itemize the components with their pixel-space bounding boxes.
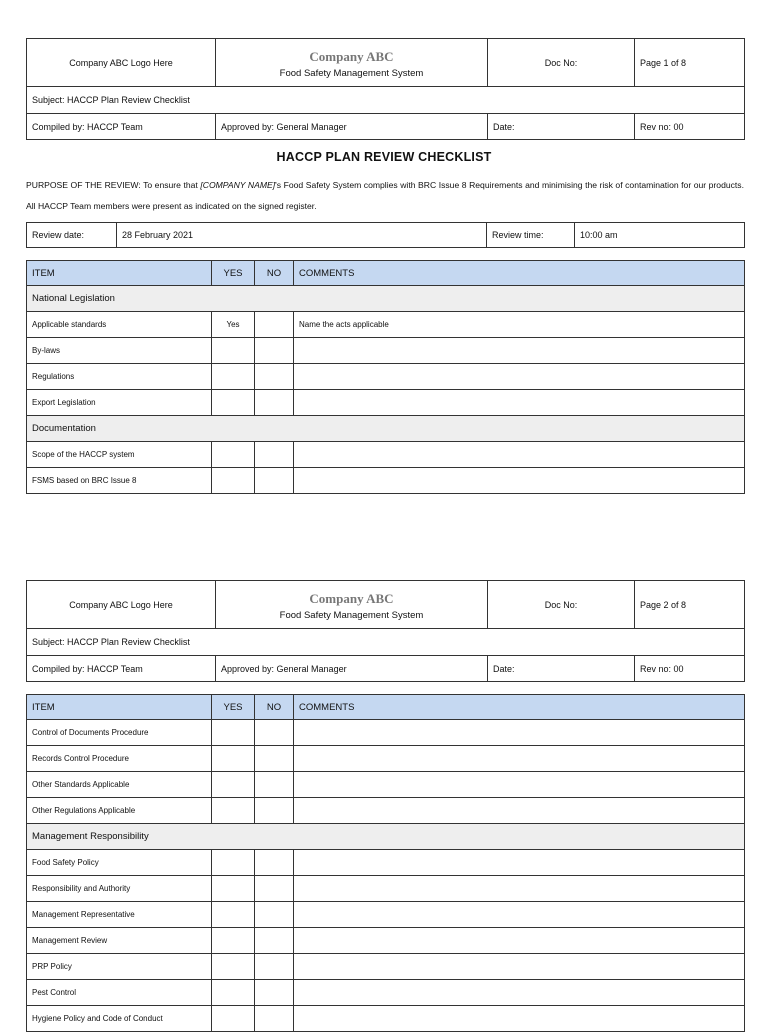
column-no: NO bbox=[255, 695, 294, 720]
checklist-header-row bbox=[27, 695, 745, 720]
company-name-placeholder: [COMPANY NAME] bbox=[200, 180, 276, 190]
company-name: Company ABC bbox=[309, 590, 394, 606]
company-logo-placeholder: Company ABC Logo Here bbox=[27, 39, 216, 87]
checklist-row bbox=[27, 1006, 745, 1032]
purpose-suffix: 's Food Safety System complies with BRC Issue 8 Requirements and minimising the risk of contamination for our products. All HACCP Team members were present as indicated on the signed register. bbox=[26, 180, 744, 211]
no-cell[interactable] bbox=[255, 720, 294, 746]
section-row bbox=[27, 416, 745, 442]
comment-cell[interactable] bbox=[294, 850, 745, 876]
checklist-row bbox=[27, 390, 745, 416]
checklist-row bbox=[27, 338, 745, 364]
checklist-header-row bbox=[27, 261, 745, 286]
yes-cell[interactable] bbox=[212, 850, 255, 876]
section-label: National Legislation bbox=[27, 286, 745, 312]
item-cell: Other Regulations Applicable bbox=[27, 798, 212, 824]
yes-cell[interactable]: Yes bbox=[212, 312, 255, 338]
checklist-row bbox=[27, 928, 745, 954]
approved-by: Approved by: General Manager bbox=[216, 114, 488, 140]
checklist-table-page1 bbox=[26, 260, 745, 494]
section-label: Management Responsibility bbox=[27, 824, 745, 850]
yes-cell[interactable] bbox=[212, 390, 255, 416]
purpose-prefix: PURPOSE OF THE REVIEW: To ensure that bbox=[26, 180, 201, 190]
section-label: Documentation bbox=[27, 416, 745, 442]
no-cell[interactable] bbox=[255, 928, 294, 954]
company-logo-placeholder: Company ABC Logo Here bbox=[27, 581, 216, 629]
comment-cell[interactable]: Name the acts applicable bbox=[294, 312, 745, 338]
comment-cell[interactable] bbox=[294, 468, 745, 494]
no-cell[interactable] bbox=[255, 746, 294, 772]
checklist-row bbox=[27, 468, 745, 494]
no-cell[interactable] bbox=[255, 850, 294, 876]
comment-cell[interactable] bbox=[294, 338, 745, 364]
yes-cell[interactable] bbox=[212, 720, 255, 746]
yes-cell[interactable] bbox=[212, 954, 255, 980]
item-cell: Applicable standards bbox=[27, 312, 212, 338]
item-cell: Management Representative bbox=[27, 902, 212, 928]
comment-cell[interactable] bbox=[294, 390, 745, 416]
no-cell[interactable] bbox=[255, 798, 294, 824]
checklist-row bbox=[27, 980, 745, 1006]
review-time-label: Review time: bbox=[487, 223, 575, 248]
comment-cell[interactable] bbox=[294, 876, 745, 902]
doc-no-label: Doc No: bbox=[488, 581, 635, 629]
no-cell[interactable] bbox=[255, 390, 294, 416]
no-cell[interactable] bbox=[255, 980, 294, 1006]
item-cell: Regulations bbox=[27, 364, 212, 390]
page2-header-table bbox=[26, 580, 745, 682]
yes-cell[interactable] bbox=[212, 442, 255, 468]
checklist-table-page2 bbox=[26, 694, 745, 1032]
rev-no: Rev no: 00 bbox=[635, 114, 745, 140]
comment-cell[interactable] bbox=[294, 1006, 745, 1032]
comment-cell[interactable] bbox=[294, 746, 745, 772]
checklist-row bbox=[27, 876, 745, 902]
company-name: Company ABC bbox=[309, 48, 394, 64]
checklist-row bbox=[27, 442, 745, 468]
checklist-row bbox=[27, 720, 745, 746]
company-title-cell bbox=[216, 581, 488, 629]
review-date-label: Review date: bbox=[27, 223, 117, 248]
no-cell[interactable] bbox=[255, 1006, 294, 1032]
checklist-row bbox=[27, 954, 745, 980]
yes-cell[interactable] bbox=[212, 876, 255, 902]
section-row bbox=[27, 824, 745, 850]
no-cell[interactable] bbox=[255, 468, 294, 494]
no-cell[interactable] bbox=[255, 364, 294, 390]
document-title: HACCP PLAN REVIEW CHECKLIST bbox=[276, 150, 492, 164]
approved-by: Approved by: General Manager bbox=[216, 656, 488, 682]
yes-cell[interactable] bbox=[212, 338, 255, 364]
item-cell: Export Legislation bbox=[27, 390, 212, 416]
checklist-row bbox=[27, 772, 745, 798]
subject-line: Subject: HACCP Plan Review Checklist bbox=[27, 87, 745, 114]
page-number: Page 1 of 8 bbox=[635, 39, 745, 87]
subject-line: Subject: HACCP Plan Review Checklist bbox=[27, 629, 745, 656]
checklist-row bbox=[27, 798, 745, 824]
yes-cell[interactable] bbox=[212, 746, 255, 772]
item-cell: Hygiene Policy and Code of Conduct bbox=[27, 1006, 212, 1032]
item-cell: PRP Policy bbox=[27, 954, 212, 980]
yes-cell[interactable] bbox=[212, 798, 255, 824]
item-cell: Management Review bbox=[27, 928, 212, 954]
review-info-table bbox=[26, 222, 745, 248]
review-date-value[interactable]: 28 February 2021 bbox=[117, 223, 487, 248]
no-cell[interactable] bbox=[255, 902, 294, 928]
date-label: Date: bbox=[488, 656, 635, 682]
item-cell: Records Control Procedure bbox=[27, 746, 212, 772]
no-cell[interactable] bbox=[255, 312, 294, 338]
item-cell: Control of Documents Procedure bbox=[27, 720, 212, 746]
yes-cell[interactable] bbox=[212, 772, 255, 798]
comment-cell[interactable] bbox=[294, 928, 745, 954]
yes-cell[interactable] bbox=[212, 364, 255, 390]
comment-cell[interactable] bbox=[294, 442, 745, 468]
yes-cell[interactable] bbox=[212, 902, 255, 928]
page-number: Page 2 of 8 bbox=[635, 581, 745, 629]
no-cell[interactable] bbox=[255, 338, 294, 364]
review-time-value[interactable]: 10:00 am bbox=[575, 223, 745, 248]
checklist-row bbox=[27, 902, 745, 928]
page1-header-table bbox=[26, 38, 745, 140]
yes-cell[interactable] bbox=[212, 1006, 255, 1032]
comment-cell[interactable] bbox=[294, 980, 745, 1006]
column-item: ITEM bbox=[27, 261, 212, 286]
item-cell: Other Standards Applicable bbox=[27, 772, 212, 798]
comment-cell[interactable] bbox=[294, 364, 745, 390]
compiled-by: Compiled by: HACCP Team bbox=[27, 656, 216, 682]
no-cell[interactable] bbox=[255, 442, 294, 468]
column-yes: YES bbox=[212, 695, 255, 720]
checklist-row bbox=[27, 850, 745, 876]
column-item: ITEM bbox=[27, 695, 212, 720]
checklist-row bbox=[27, 746, 745, 772]
comment-cell[interactable] bbox=[294, 720, 745, 746]
no-cell[interactable] bbox=[255, 876, 294, 902]
column-no: NO bbox=[255, 261, 294, 286]
comment-cell[interactable] bbox=[294, 902, 745, 928]
checklist-row bbox=[27, 312, 745, 338]
item-cell: Pest Control bbox=[27, 980, 212, 1006]
system-name: Food Safety Management System bbox=[279, 609, 424, 621]
no-cell[interactable] bbox=[255, 772, 294, 798]
column-comments: COMMENTS bbox=[294, 261, 745, 286]
column-comments: COMMENTS bbox=[294, 695, 745, 720]
item-cell: FSMS based on BRC Issue 8 bbox=[27, 468, 212, 494]
comment-cell[interactable] bbox=[294, 798, 745, 824]
yes-cell[interactable] bbox=[212, 980, 255, 1006]
item-cell: Scope of the HACCP system bbox=[27, 442, 212, 468]
column-yes: YES bbox=[212, 261, 255, 286]
comment-cell[interactable] bbox=[294, 954, 745, 980]
compiled-by: Compiled by: HACCP Team bbox=[27, 114, 216, 140]
item-cell: Food Safety Policy bbox=[27, 850, 212, 876]
purpose-statement bbox=[26, 175, 744, 217]
company-title-cell bbox=[216, 39, 488, 87]
yes-cell[interactable] bbox=[212, 468, 255, 494]
system-name: Food Safety Management System bbox=[279, 67, 424, 79]
date-label: Date: bbox=[488, 114, 635, 140]
rev-no: Rev no: 00 bbox=[635, 656, 745, 682]
yes-cell[interactable] bbox=[212, 928, 255, 954]
item-cell: By-laws bbox=[27, 338, 212, 364]
no-cell[interactable] bbox=[255, 954, 294, 980]
item-cell: Responsibility and Authority bbox=[27, 876, 212, 902]
doc-no-label: Doc No: bbox=[488, 39, 635, 87]
section-row bbox=[27, 286, 745, 312]
checklist-row bbox=[27, 364, 745, 390]
comment-cell[interactable] bbox=[294, 772, 745, 798]
